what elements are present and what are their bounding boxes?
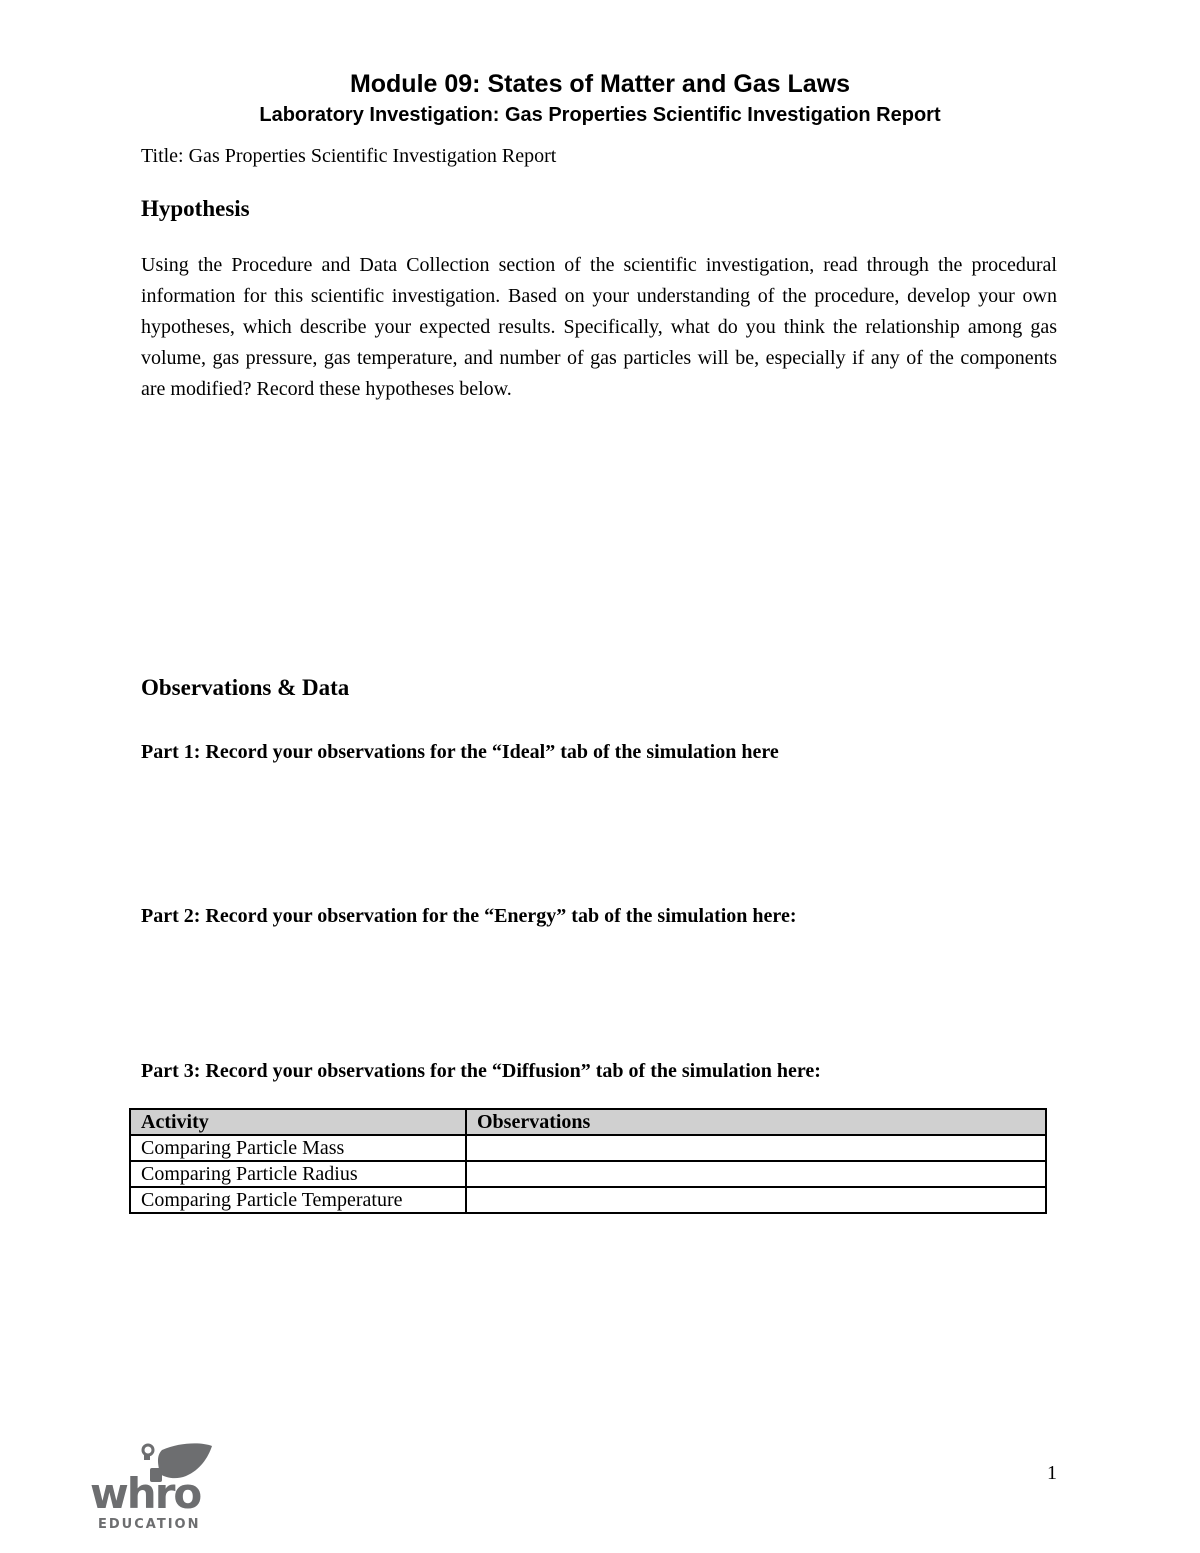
table-cell-observation[interactable] [466, 1187, 1046, 1213]
table-row [130, 1161, 1046, 1187]
page-number: 1 [1047, 1462, 1057, 1484]
table-cell-activity: Comparing Particle Temperature [130, 1187, 466, 1213]
lab-subtitle: Laboratory Investigation: Gas Properties Scientific Investigation Report [259, 104, 941, 126]
hypothesis-paragraph: Using the Procedure and Data Collection section of the scientific investigation, read through the procedural information for this scientific investigation. Based on your understanding of the procedure, develop your own hypotheses, which describe your expected results. Specifically, what do you think the relationship among gas volume, gas pressure, gas temperature, and number of gas particles will be, especially if any of the components are modified? Record these hypotheses below. [141, 254, 1057, 400]
part1-heading: Part 1: Record your observations for the “Ideal” tab of the simulation here [141, 741, 779, 763]
table-cell-activity: Comparing Particle Radius [130, 1161, 466, 1187]
table-cell-observation[interactable] [466, 1161, 1046, 1187]
table-cell-activity: Comparing Particle Mass [130, 1135, 466, 1161]
table-header-row [130, 1109, 1046, 1135]
table-header-observations: Observations [466, 1109, 1046, 1135]
table-cell-observation[interactable] [466, 1135, 1046, 1161]
diffusion-observations-table [129, 1108, 1047, 1214]
observations-heading: Observations & Data [141, 675, 350, 700]
module-title: Module 09: States of Matter and Gas Laws [349, 70, 851, 98]
document-title: Title: Gas Properties Scientific Investigation Report [141, 145, 557, 167]
whro-education-logo [90, 1440, 220, 1532]
table-row [130, 1187, 1046, 1213]
table-header-activity: Activity [130, 1109, 466, 1135]
hypothesis-heading: Hypothesis [141, 196, 250, 221]
svg-text:whro: whro [90, 1469, 201, 1518]
part2-heading: Part 2: Record your observation for the “Energy” tab of the simulation here: [141, 905, 797, 927]
table-row [130, 1135, 1046, 1161]
svg-text:EDUCATION: EDUCATION [98, 1517, 201, 1532]
part3-heading: Part 3: Record your observations for the “Diffusion” tab of the simulation here: [141, 1060, 821, 1082]
